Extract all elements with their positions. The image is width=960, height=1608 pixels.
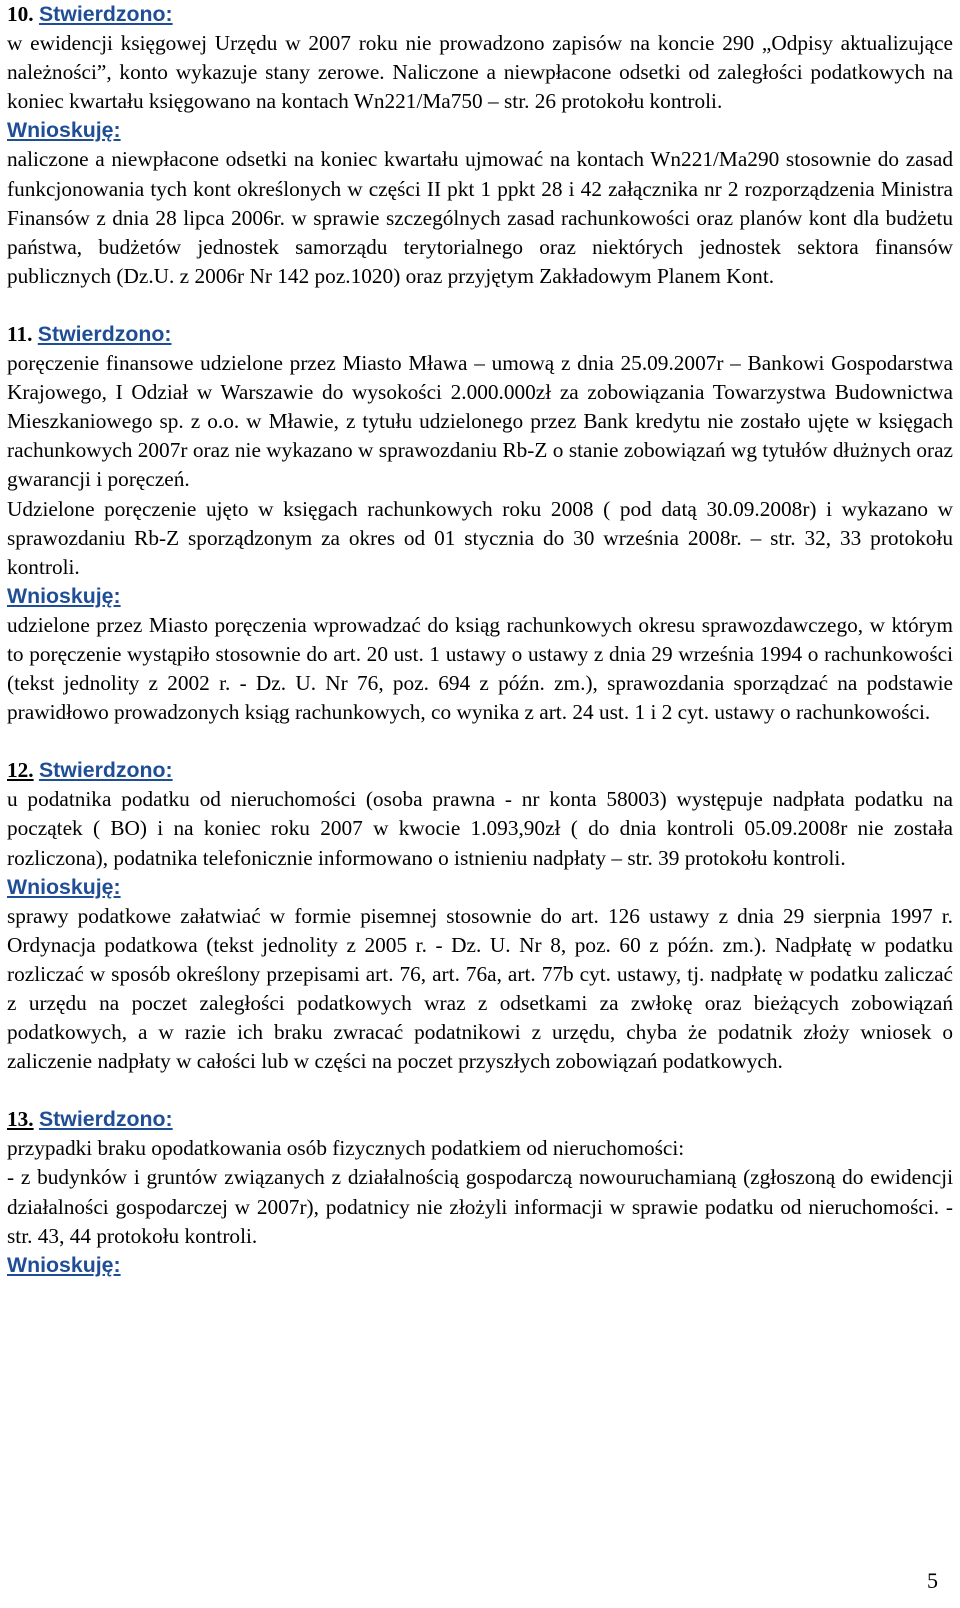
section-heading-label: Stwierdzono: xyxy=(37,321,172,346)
section-10 xyxy=(7,0,953,291)
section-heading-label: Stwierdzono: xyxy=(38,1107,173,1132)
section-12 xyxy=(7,756,953,1076)
section-11 xyxy=(7,320,953,727)
finding-paragraph: przypadki braku opodatkowania osób fizycznych podatkiem od nieruchomości: xyxy=(7,1136,685,1161)
section-number: 11. xyxy=(7,321,33,346)
section-heading xyxy=(7,1105,953,1134)
section-heading xyxy=(7,756,953,785)
section-13 xyxy=(7,1105,953,1280)
finding-paragraph: Udzielone poręczenie ujęto w księgach rachunkowych roku 2008 ( pod datą 30.09.2008r) i wykazano w sprawozdaniu Rb-Z sporządzonym za okres od 01 stycznia do 30 września 2008r. – str. 32, 33 protokołu kontroli. xyxy=(7,496,953,579)
recommendation-label xyxy=(7,582,953,611)
section-heading-label: Stwierdzono: xyxy=(38,758,173,783)
section-gap xyxy=(7,727,953,756)
recommendation-label xyxy=(7,873,953,902)
finding-paragraph: - z budynków i gruntów związanych z działalnością gospodarczą nowouruchamianą (zgłoszoną do ewidencji działalności gospodarczej w 2007r), podatnicy nie złożyli informacji w sprawie podatku od nieruchomości. - str. 43, 44 protokołu kontroli. xyxy=(7,1165,953,1248)
section-gap xyxy=(7,291,953,320)
page-number: 5 xyxy=(927,1568,938,1593)
recommendation-label-text: Wnioskuję: xyxy=(7,874,121,899)
section-number: 12. xyxy=(7,758,34,783)
section-heading-label: Stwierdzono: xyxy=(38,2,173,26)
section-heading xyxy=(7,320,953,349)
recommendation-label-text: Wnioskuję: xyxy=(7,118,121,143)
finding-paragraph: u podatnika podatku od nieruchomości (osoba prawna - nr konta 58003) występuje nadpłata podatku na początek ( BO) i na koniec roku 2007 w kwocie 1.093,90zł ( do dnia kontroli 05.09.2008r nie została rozliczona), podatnika telefonicznie informowano o istnieniu nadpłaty – str. 39 protokołu kontroli. xyxy=(7,787,953,870)
recommendation-label xyxy=(7,116,953,145)
recommendation-label xyxy=(7,1251,953,1280)
section-heading xyxy=(7,0,953,29)
section-number: 13. xyxy=(7,1107,34,1132)
finding-paragraph: w ewidencji księgowej Urzędu w 2007 roku nie prowadzono zapisów na koncie 290 „Odpisy aktualizujące należności”, konto wykazuje stany zerowe. Naliczone a niewpłacone odsetki od zaległości podatkowych na koniec kwartału księgowano na kontach Wn221/Ma750 – str. 26 protokołu kontroli. xyxy=(7,31,953,114)
recommendation-label-text: Wnioskuję: xyxy=(7,583,121,608)
document-page xyxy=(7,0,953,1280)
recommendation-label-text: Wnioskuję: xyxy=(7,1252,121,1277)
recommendation-paragraph: sprawy podatkowe załatwiać w formie pisemnej stosownie do art. 126 ustawy z dnia 29 sierpnia 1997 r. Ordynacja podatkowa (tekst jednolity z 2005 r. - Dz. U. Nr 8, poz. 60 z późn. zm.). Nadpłatę w podatku rozliczać w sposób określony przepisami art. 76, art. 76a, art. 77b cyt. ustawy, tj. nadpłatę w podatku zaliczać z urzędu na poczet zaległości podatkowych wraz z odsetkami za zwłokę oraz bieżących zobowiązań podatkowych, a w razie ich braku zwracać podatnikowi z urzędu, chyba że podatnik złoży wniosek o zaliczenie nadpłaty w całości lub w części na poczet przyszłych zobowiązań podatkowych. xyxy=(7,903,953,1074)
finding-paragraph: poręczenie finansowe udzielone przez Miasto Mława – umową z dnia 25.09.2007r – Bankowi Gospodarstwa Krajowego, I Odział w Warszawie do wysokości 2.000.000zł za zobowiązania Towarzystwa Budownictwa Mieszkaniowego sp. z o.o. w Mławie, z tytułu udzielonego przez Bank kredytu nie zostało ujęte w księgach rachunkowych 2007r oraz nie wykazano w sprawozdaniu Rb-Z o stanie zobowiązań wg tytułów dłużnych oraz gwarancji i poręczeń. xyxy=(7,351,953,492)
section-number: 10. xyxy=(7,2,34,26)
recommendation-paragraph: udzielone przez Miasto poręczenia wprowadzać do ksiąg rachunkowych okresu sprawozdawczego, w którym to poręczenie wystąpiło stosownie do art. 20 ust. 1 ustawy o ustawy z dnia 29 września 1994 o rachunkowości (tekst jednolity z 2002 r. - Dz. U. Nr 76, poz. 694 z późn. zm.), sprawozdania sporządzać na podstawie prawidłowo prowadzonych ksiąg rachunkowych, co wynika z art. 24 ust. 1 i 2 cyt. ustawy o rachunkowości. xyxy=(7,612,953,725)
section-gap xyxy=(7,1076,953,1105)
recommendation-paragraph: naliczone a niewpłacone odsetki na koniec kwartału ujmować na kontach Wn221/Ma290 stosownie do zasad funkcjonowania tych kont określonych w części II pkt 1 ppkt 28 i 42 załącznika nr 2 rozporządzenia Ministra Finansów z dnia 28 lipca 2006r. w sprawie szczególnych zasad rachunkowości oraz planów kont dla budżetu państwa, budżetów jednostek samorządu terytorialnego oraz niektórych jednostek sektora finansów publicznych (Dz.U. z 2006r Nr 142 poz.1020) oraz przyjętym Zakładowym Planem Kont. xyxy=(7,147,953,288)
